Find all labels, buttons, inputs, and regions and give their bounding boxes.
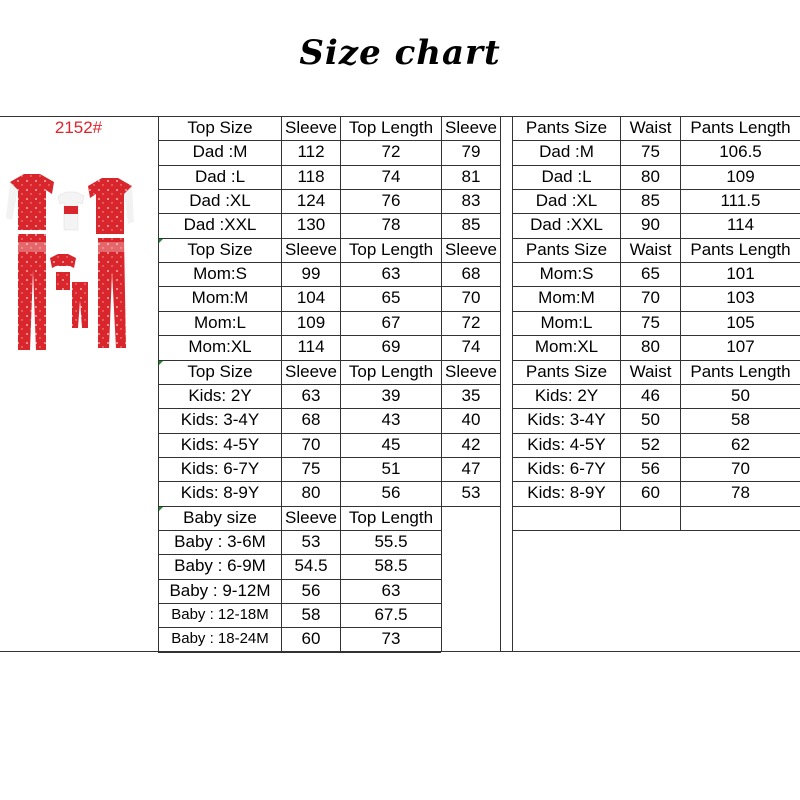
sheet-divider — [512, 116, 513, 651]
grid-line — [512, 335, 800, 336]
size-label-cell: Kids: 4-5Y — [180, 435, 260, 454]
grid-line — [281, 116, 282, 652]
size-label-cell: Dad :M — [192, 142, 248, 161]
measurement-cell: 85 — [641, 191, 660, 210]
grid-line — [158, 360, 500, 361]
table-header-cell: Sleeve — [445, 118, 497, 137]
measurement-cell: 46 — [641, 386, 660, 405]
grid-line — [158, 530, 441, 531]
grid-line — [158, 579, 441, 580]
measurement-cell: 106.5 — [719, 142, 762, 161]
grid-line — [512, 286, 800, 287]
table-header-cell: Sleeve — [445, 362, 497, 381]
measurement-cell: 39 — [381, 386, 401, 405]
measurement-cell: 67.5 — [374, 605, 408, 624]
measurement-cell: 55.5 — [374, 532, 408, 551]
table-header-cell: Top Size — [187, 118, 253, 137]
size-label-cell: Kids: 2Y — [534, 386, 599, 405]
measurement-cell: 112 — [297, 142, 325, 161]
product-photo — [6, 160, 134, 358]
grid-line — [441, 116, 442, 652]
measurement-cell: 104 — [296, 288, 326, 307]
grid-line — [512, 530, 800, 531]
measurement-cell: 56 — [301, 581, 321, 600]
measurement-cell: 56 — [381, 483, 401, 502]
table-header-cell: Top Size — [187, 240, 253, 259]
table-header-cell: Pants Size — [525, 362, 608, 381]
sheet-divider — [500, 116, 501, 651]
grid-line — [158, 140, 500, 141]
measurement-cell: 52 — [641, 435, 660, 454]
size-label-cell: Kids: 8-9Y — [527, 483, 606, 502]
measurement-cell: 63 — [301, 386, 321, 405]
measurement-cell: 65 — [641, 264, 660, 283]
grid-line — [158, 433, 500, 434]
measurement-cell: 74 — [461, 337, 481, 356]
size-label-cell: Mom:S — [539, 264, 594, 283]
measurement-cell: 72 — [381, 142, 401, 161]
measurement-cell: 80 — [641, 167, 660, 186]
grid-line — [158, 165, 500, 166]
measurement-cell: 75 — [641, 142, 660, 161]
measurement-cell: 60 — [301, 629, 321, 648]
measurement-cell: 78 — [731, 483, 750, 502]
grid-line — [512, 384, 800, 385]
table-header-cell: Sleeve — [445, 240, 497, 259]
table-header-cell: Pants Length — [690, 362, 791, 381]
measurement-cell: 85 — [461, 215, 481, 234]
size-label-cell: Mom:L — [540, 313, 593, 332]
measurement-cell: 42 — [461, 435, 481, 454]
size-label-cell: Mom:XL — [188, 337, 252, 356]
measurement-cell: 103 — [726, 288, 755, 307]
page-title: Size chart — [299, 33, 501, 73]
measurement-cell: 72 — [461, 313, 481, 332]
table-header-cell: Waist — [629, 240, 672, 259]
product-code: 2152# — [54, 118, 103, 137]
grid-line — [512, 311, 800, 312]
grid-line — [512, 140, 800, 141]
size-label-cell: Kids: 6-7Y — [180, 459, 260, 478]
grid-line — [512, 506, 800, 507]
measurement-cell: 62 — [731, 435, 750, 454]
grid-line — [158, 311, 500, 312]
measurement-cell: 35 — [461, 386, 481, 405]
measurement-cell: 58 — [301, 605, 321, 624]
table-header-cell: Top Length — [348, 508, 434, 527]
measurement-cell: 60 — [641, 483, 660, 502]
measurement-cell: 80 — [641, 337, 660, 356]
grid-line — [512, 238, 800, 239]
measurement-cell: 118 — [297, 167, 325, 186]
measurement-cell: 68 — [461, 264, 481, 283]
table-header-cell: Top Length — [348, 118, 434, 137]
measurement-cell: 83 — [461, 191, 481, 210]
measurement-cell: 70 — [461, 288, 481, 307]
size-label-cell: Kids: 6-7Y — [527, 459, 606, 478]
measurement-cell: 75 — [301, 459, 321, 478]
grid-line — [512, 262, 800, 263]
size-label-cell: Kids: 8-9Y — [180, 483, 260, 502]
measurement-cell: 90 — [641, 215, 660, 234]
grid-line — [158, 603, 441, 604]
size-label-cell: Baby : 18-24M — [171, 630, 269, 647]
size-label-cell: Mom:L — [194, 313, 246, 332]
measurement-cell: 67 — [381, 313, 401, 332]
measurement-cell: 99 — [301, 264, 321, 283]
table-header-cell: Top Length — [348, 362, 434, 381]
grid-line — [512, 408, 800, 409]
size-label-cell: Mom:M — [538, 288, 595, 307]
size-label-cell: Dad :M — [539, 142, 594, 161]
grid-line — [158, 506, 500, 507]
size-label-cell: Dad :L — [541, 167, 592, 186]
size-label-cell: Dad :XXL — [183, 215, 257, 234]
measurement-cell: 101 — [726, 264, 755, 283]
grid-line — [158, 335, 500, 336]
measurement-cell: 79 — [461, 142, 481, 161]
grid-line — [158, 286, 500, 287]
grid-line — [512, 360, 800, 361]
measurement-cell: 81 — [461, 167, 481, 186]
grid-line — [158, 408, 500, 409]
measurement-cell: 50 — [641, 410, 660, 429]
size-label-cell: Kids: 3-4Y — [527, 410, 606, 429]
size-label-cell: Dad :L — [194, 167, 246, 186]
measurement-cell: 54.5 — [294, 556, 328, 575]
measurement-cell: 65 — [381, 288, 401, 307]
grid-line — [512, 165, 800, 166]
table-header-cell: Pants Size — [525, 240, 608, 259]
measurement-cell: 73 — [381, 629, 401, 648]
table-header-cell: Sleeve — [285, 240, 337, 259]
size-label-cell: Baby : 3-6M — [174, 532, 266, 551]
size-label-cell: Kids: 4-5Y — [527, 435, 606, 454]
measurement-cell: 130 — [296, 215, 326, 234]
table-header-cell: Sleeve — [285, 508, 337, 527]
measurement-cell: 105 — [726, 313, 755, 332]
grid-line — [158, 652, 441, 653]
grid-line — [512, 433, 800, 434]
measurement-cell: 51 — [381, 459, 401, 478]
size-label-cell: Baby : 9-12M — [169, 581, 271, 600]
measurement-cell: 111.5 — [720, 191, 761, 210]
measurement-cell: 74 — [381, 167, 401, 186]
measurement-cell: 50 — [731, 386, 750, 405]
size-chart-sheet — [0, 116, 800, 652]
measurement-cell: 78 — [381, 215, 401, 234]
grid-line — [158, 627, 441, 628]
measurement-cell: 114 — [297, 337, 325, 356]
measurement-cell: 43 — [381, 410, 401, 429]
measurement-cell: 45 — [381, 435, 401, 454]
size-label-cell: Mom:M — [191, 288, 249, 307]
table-header-cell: Top Length — [348, 240, 434, 259]
measurement-cell: 75 — [641, 313, 660, 332]
size-label-cell: Baby : 6-9M — [174, 556, 266, 575]
grid-line — [680, 116, 681, 530]
grid-line — [158, 457, 500, 458]
measurement-cell: 70 — [731, 459, 750, 478]
measurement-cell: 63 — [381, 264, 401, 283]
grid-line — [158, 189, 500, 190]
table-header-cell: Sleeve — [285, 118, 337, 137]
measurement-cell: 114 — [726, 215, 755, 234]
grid-line — [158, 384, 500, 385]
measurement-cell: 47 — [461, 459, 481, 478]
table-header-cell: Waist — [629, 362, 672, 381]
table-header-cell: Pants Length — [690, 118, 791, 137]
measurement-cell: 58 — [731, 410, 750, 429]
size-label-cell: Kids: 2Y — [188, 386, 252, 405]
grid-line — [512, 457, 800, 458]
size-label-cell: Kids: 3-4Y — [180, 410, 260, 429]
grid-line — [620, 116, 621, 530]
table-header-cell: Waist — [629, 118, 672, 137]
measurement-cell: 40 — [461, 410, 481, 429]
measurement-cell: 124 — [296, 191, 326, 210]
grid-line — [512, 189, 800, 190]
grid-line — [158, 554, 441, 555]
table-header-cell: Pants Length — [690, 240, 791, 259]
size-label-cell: Dad :XXL — [530, 215, 603, 234]
measurement-cell: 80 — [301, 483, 321, 502]
size-label-cell: Baby : 12-18M — [171, 606, 269, 623]
measurement-cell: 70 — [641, 288, 660, 307]
grid-line — [512, 481, 800, 482]
measurement-cell: 63 — [381, 581, 401, 600]
grid-line — [158, 238, 500, 239]
measurement-cell: 109 — [726, 167, 755, 186]
grid-line — [512, 213, 800, 214]
measurement-cell: 70 — [301, 435, 321, 454]
measurement-cell: 76 — [381, 191, 401, 210]
measurement-cell: 58.5 — [374, 556, 408, 575]
measurement-cell: 56 — [641, 459, 660, 478]
grid-line — [158, 213, 500, 214]
table-header-cell: Pants Size — [525, 118, 608, 137]
measurement-cell: 53 — [461, 483, 481, 502]
table-header-cell: Top Size — [187, 362, 253, 381]
measurement-cell: 107 — [726, 337, 755, 356]
grid-line — [158, 262, 500, 263]
table-header-cell: Baby size — [183, 508, 257, 527]
size-label-cell: Dad :XL — [535, 191, 598, 210]
table-header-cell: Sleeve — [285, 362, 337, 381]
grid-line — [340, 116, 341, 652]
grid-line — [158, 481, 500, 482]
size-label-cell: Dad :XL — [189, 191, 251, 210]
size-label-cell: Mom:XL — [534, 337, 599, 356]
size-label-cell: Mom:S — [193, 264, 247, 283]
measurement-cell: 69 — [381, 337, 401, 356]
measurement-cell: 109 — [296, 313, 326, 332]
measurement-cell: 68 — [301, 410, 321, 429]
measurement-cell: 53 — [301, 532, 321, 551]
